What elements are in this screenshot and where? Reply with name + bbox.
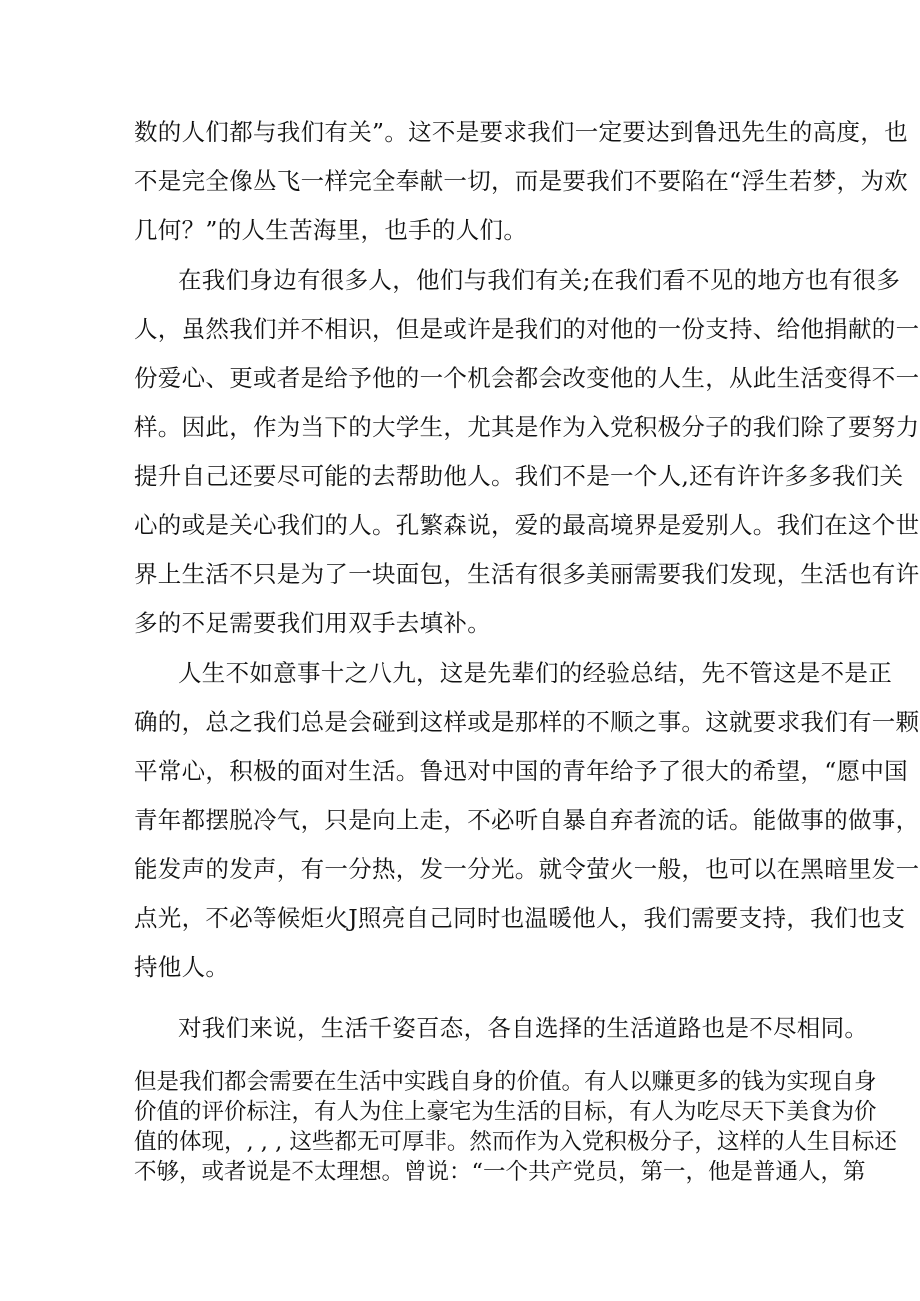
paragraph-2-line-2: 人，虽然我们并不相识，但是或许是我们的对他的一份支持、给他捐献的一 xyxy=(134,315,920,343)
paragraph-4-line-1: 对我们来说，生活千姿百态，各自选择的生活道路也是不尽相同。 xyxy=(178,1014,869,1042)
paragraph-3-line-2: 确的，总之我们总是会碰到这样或是那样的不顺之事。这就要求我们有一颗 xyxy=(134,708,920,736)
paragraph-3-line-5: 能发声的发声，有一分热，发一分光。就令萤火一般，也可以在黑暗里发一 xyxy=(134,855,920,883)
paragraph-5-line-2: 价值的评价标注，有人为住上豪宅为生活的目标，有人为吃尽天下美食为价 xyxy=(134,1099,877,1125)
paragraph-5-line-4: 不够，或者说是不太理想。曾说：“一个共产党员，第一，他是普通人，第 xyxy=(134,1159,866,1185)
paragraph-2-line-5: 提升自己还要尽可能的去帮助他人。我们不是一个人,还有许许多多我们关 xyxy=(134,462,904,490)
paragraph-3-line-7: 持他人。 xyxy=(134,953,230,981)
paragraph-1-line-2: 不是完全像丛飞一样完全奉献一切，而是要我们不要陷在“浮生若梦，为欢 xyxy=(134,167,908,195)
paragraph-2-line-1: 在我们身边有很多人，他们与我们有关;在我们看不见的地方也有很多 xyxy=(178,266,901,294)
paragraph-1-line-1: 数的人们都与我们有关”。这不是要求我们一定要达到鲁迅先生的高度，也 xyxy=(134,118,908,146)
paragraph-2-line-8: 多的不足需要我们用双手去填补。 xyxy=(134,609,491,637)
paragraph-1-line-3: 几何？”的人生苦海里，也手的人们。 xyxy=(134,216,528,244)
paragraph-5-line-3: 值的体现，, , , 这些都无可厚非。然而作为入党积极分子，这样的人生目标还 xyxy=(134,1129,897,1155)
paragraph-2-line-6: 心的或是关心我们的人。孔繁森说，爱的最高境界是爱别人。我们在这个世 xyxy=(134,511,920,539)
paragraph-3-line-1: 人生不如意事十之八九，这是先辈们的经验总结，先不管这是不是正 xyxy=(178,659,892,687)
paragraph-3-line-4: 青年都摆脱冷气，只是向上走，不必听自暴自弃者流的话。能做事的做事， xyxy=(134,806,920,834)
paragraph-5-line-1: 但是我们都会需要在生活中实践自身的价值。有人以赚更多的钱为实现自身 xyxy=(134,1069,877,1095)
paragraph-2-line-7: 界上生活不只是为了一块面包，生活有很多美丽需要我们发现，生活也有许 xyxy=(134,560,920,588)
paragraph-2-line-3: 份爱心、更或者是给予他的一个机会都会改变他的人生，从此生活变得不一 xyxy=(134,364,920,392)
paragraph-3-line-3: 平常心，积极的面对生活。鲁迅对中国的青年给予了很大的希望，“愿中国 xyxy=(134,757,908,785)
paragraph-2-line-4: 样。因此，作为当下的大学生，尤其是作为入党积极分子的我们除了要努力 xyxy=(134,413,920,441)
paragraph-3-line-6: 点光，不必等候炬火J照亮自己同时也温暖他人，我们需要支持，我们也支 xyxy=(134,904,906,932)
